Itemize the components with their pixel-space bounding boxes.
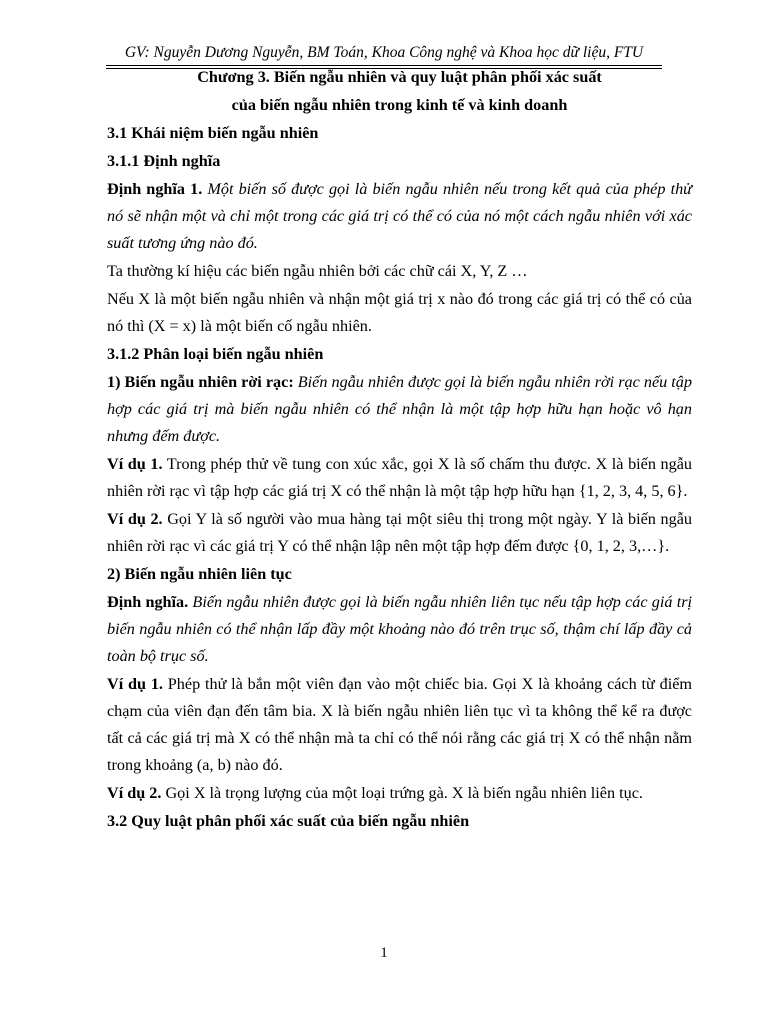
continuous-definition	[107, 589, 692, 670]
section-heading-3-1-2: 3.1.2 Phân loại biến ngẫu nhiên	[107, 345, 324, 363]
continuous-example-2-text: Gọi X là trọng lượng của một loại trứng gà. X là biến ngẫu nhiên liên tục.	[161, 784, 643, 802]
discrete-text: Biến ngẫu nhiên được gọi là biến ngẫu nhiên rời rạc nếu tập hợp các giá trị mà biến ngẫu nhiên có thể nhận là một tập hợp hữu hạn hoặc vô hạn nhưng đếm được.	[107, 373, 692, 445]
section-heading-3-1-1: 3.1.1 Định nghĩa	[107, 152, 221, 170]
page-header: GV: Nguyễn Dương Nguyễn, BM Toán, Khoa Công nghệ và Khoa học dữ liệu, FTU	[124, 44, 644, 61]
chapter-title-line2: của biến ngẫu nhiên trong kinh tế và kinh doanh	[231, 96, 568, 114]
section-heading-3-2: 3.2 Quy luật phân phối xác suất của biến ngẫu nhiên	[107, 812, 470, 830]
section-heading-3-1: 3.1 Khái niệm biến ngẫu nhiên	[107, 124, 319, 142]
continuous-definition-text: Biến ngẫu nhiên được gọi là biến ngẫu nhiên liên tục nếu tập hợp các giá trị biến ngẫu nhiên có thể nhận lấp đầy một khoảng nào đó trên trục số, thậm chí lấp đầy cả toàn bộ trục số.	[107, 593, 693, 665]
definition-1-text: Một biến số được gọi là biến ngẫu nhiên nếu trong kết quả của phép thử nó sẽ nhận một và chỉ một trong các giá trị có thể có của nó một cách ngẫu nhiên với xác suất tương ứng nào đó.	[107, 180, 692, 252]
continuous-example-2-label: Ví dụ 2.	[107, 784, 162, 802]
discrete-example-1-text: Trong phép thử về tung con xúc xắc, gọi X là số chấm thu được. X là biến ngẫu nhiên rời rạc vì tập hợp các giá trị X có thể nhận là một tập hợp hữu hạn {1, 2, 3, 4, 5, 6}.	[107, 455, 692, 500]
document-body	[107, 64, 692, 836]
discrete-example-1	[107, 451, 692, 505]
continuous-example-1-label: Ví dụ 1.	[107, 675, 163, 693]
discrete-example-2-text: Gọi Y là số người vào mua hàng tại một siêu thị trong một ngày. Y là biến ngẫu nhiên rời rạc vì các giá trị Y có thể nhận lập nên một tập hợp đếm được {0, 1, 2, 3,…}.	[107, 510, 692, 555]
definition-1-label: Định nghĩa 1.	[107, 180, 203, 198]
continuous-heading: 2) Biến ngẫu nhiên liên tục	[107, 565, 292, 583]
chapter-title-line1: Chương 3. Biến ngẫu nhiên và quy luật phân phối xác suất	[197, 68, 602, 86]
definition-1	[107, 176, 692, 257]
discrete-label: 1) Biến ngẫu nhiên rời rạc:	[107, 373, 294, 391]
continuous-example-1	[107, 671, 692, 779]
discrete-definition	[107, 369, 692, 450]
continuous-example-2	[107, 780, 692, 807]
continuous-example-1-text: Phép thử là bắn một viên đạn vào một chiếc bia. Gọi X là khoảng cách từ điểm chạm của viên đạn đến tâm bia. X là biến ngẫu nhiên liên tục vì ta không thể kể ra được tất cả các giá trị mà X có thể nhận mà ta chỉ có thể nói rằng các giá trị X có thể nhận nằm trong khoảng (a, b) nào đó.	[107, 675, 692, 774]
paragraph-event: Nếu X là một biến ngẫu nhiên và nhận một giá trị x nào đó trong các giá trị có thể có của nó thì (X = x) là một biến cố ngẫu nhiên.	[107, 290, 692, 335]
continuous-definition-label: Định nghĩa.	[107, 593, 189, 611]
page-number: 1	[380, 945, 388, 961]
discrete-example-1-label: Ví dụ 1.	[107, 455, 163, 473]
paragraph-notation: Ta thường kí hiệu các biến ngẫu nhiên bởi các chữ cái X, Y, Z …	[107, 262, 528, 280]
discrete-example-2-label: Ví dụ 2.	[107, 510, 163, 528]
discrete-example-2	[107, 506, 692, 560]
